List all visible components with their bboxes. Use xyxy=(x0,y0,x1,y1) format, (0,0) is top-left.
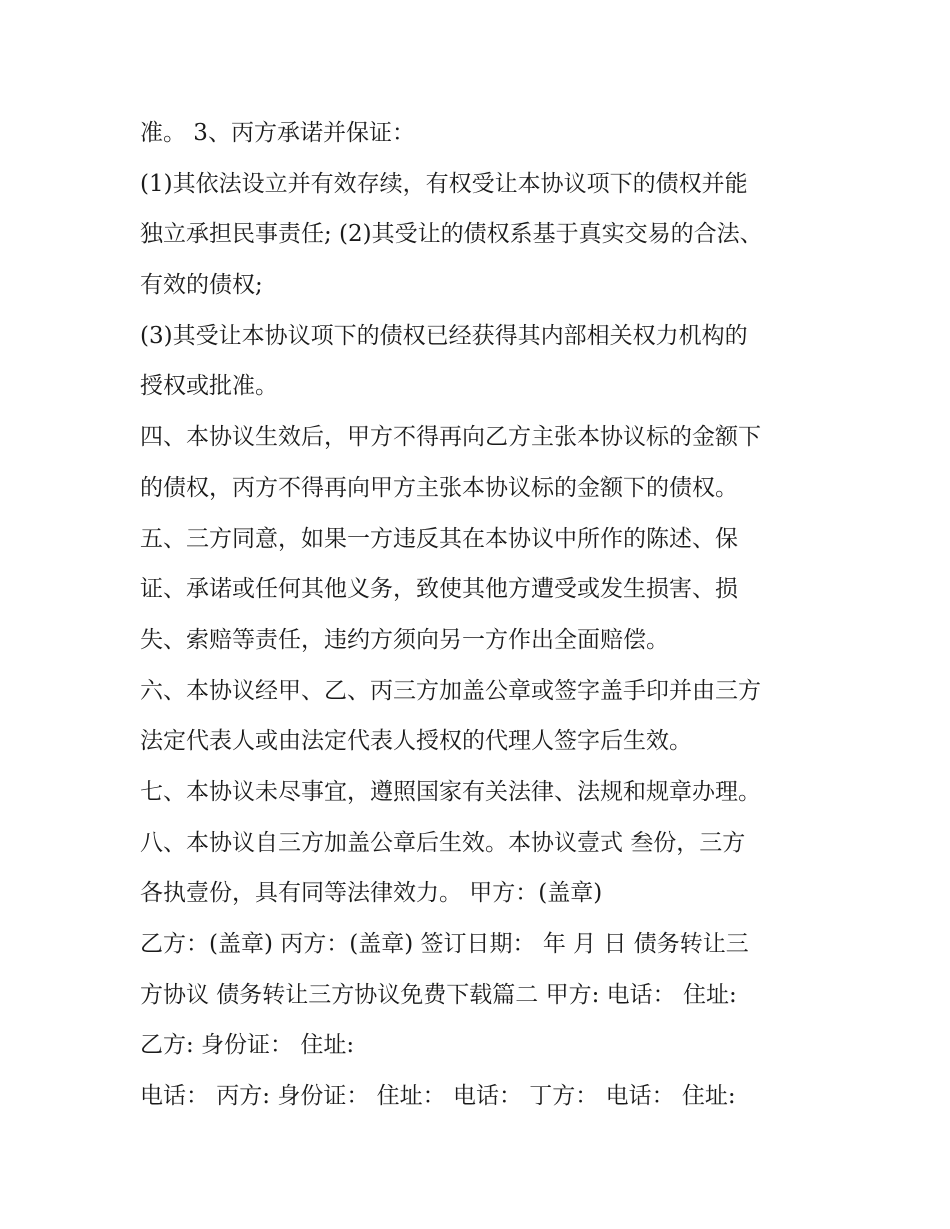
text-line: 四、本协议生效后，甲方不得再向乙方主张本协议标的金额下 xyxy=(140,424,761,451)
text-line: (1)其依法设立并有效存续，有权受让本协议项下的债权并能 xyxy=(140,170,748,197)
text-line: 有效的债权; xyxy=(140,272,263,299)
text-line: 独立承担民事责任; (2)其受让的债权系基于真实交易的合法、 xyxy=(140,221,763,248)
text-line: 七、本协议未尽事宜，遵照国家有关法律、法规和规章办理。 xyxy=(140,778,761,805)
text-line: 的债权，丙方不得再向甲方主张本协议标的金额下的债权。 xyxy=(140,474,738,501)
text-line: 八、本协议自三方加盖公章后生效。本协议壹式 叁份，三方 xyxy=(140,829,746,856)
text-line: 各执壹份，具有同等法律效力。 甲方：(盖章) xyxy=(140,880,603,907)
text-line: 电话： 丙方: 身份证： 住址： 电话： 丁方： 电话： 住址: xyxy=(140,1083,736,1110)
document-body xyxy=(140,108,820,1122)
text-line: 准。 3、丙方承诺并保证： xyxy=(140,120,415,146)
text-line: 乙方: 身份证： 住址: xyxy=(140,1032,355,1059)
text-line: 证、承诺或任何其他义务，致使其他方遭受或发生损害、损 xyxy=(140,576,738,603)
text-line: 方协议 债务转让三方协议免费下载篇二 甲方: 电话： 住址: xyxy=(140,981,737,1008)
text-line: 乙方：(盖章) 丙方：(盖章) 签订日期： 年 月 日 债务转让三 xyxy=(140,931,749,957)
text-line: (3)其受让本协议项下的债权已经获得其内部相关权力机构的 xyxy=(140,322,748,349)
text-line: 五、三方同意，如果一方违反其在本协议中所作的陈述、保 xyxy=(140,525,738,552)
text-line: 授权或批准。 xyxy=(140,373,278,400)
text-line: 失、索赔等责任，违约方须向另一方作出全面赔偿。 xyxy=(140,626,669,653)
text-line: 六、本协议经甲、乙、丙三方加盖公章或签字盖手印并由三方 xyxy=(140,677,761,704)
text-line: 法定代表人或由法定代表人授权的代理人签字后生效。 xyxy=(140,728,692,755)
